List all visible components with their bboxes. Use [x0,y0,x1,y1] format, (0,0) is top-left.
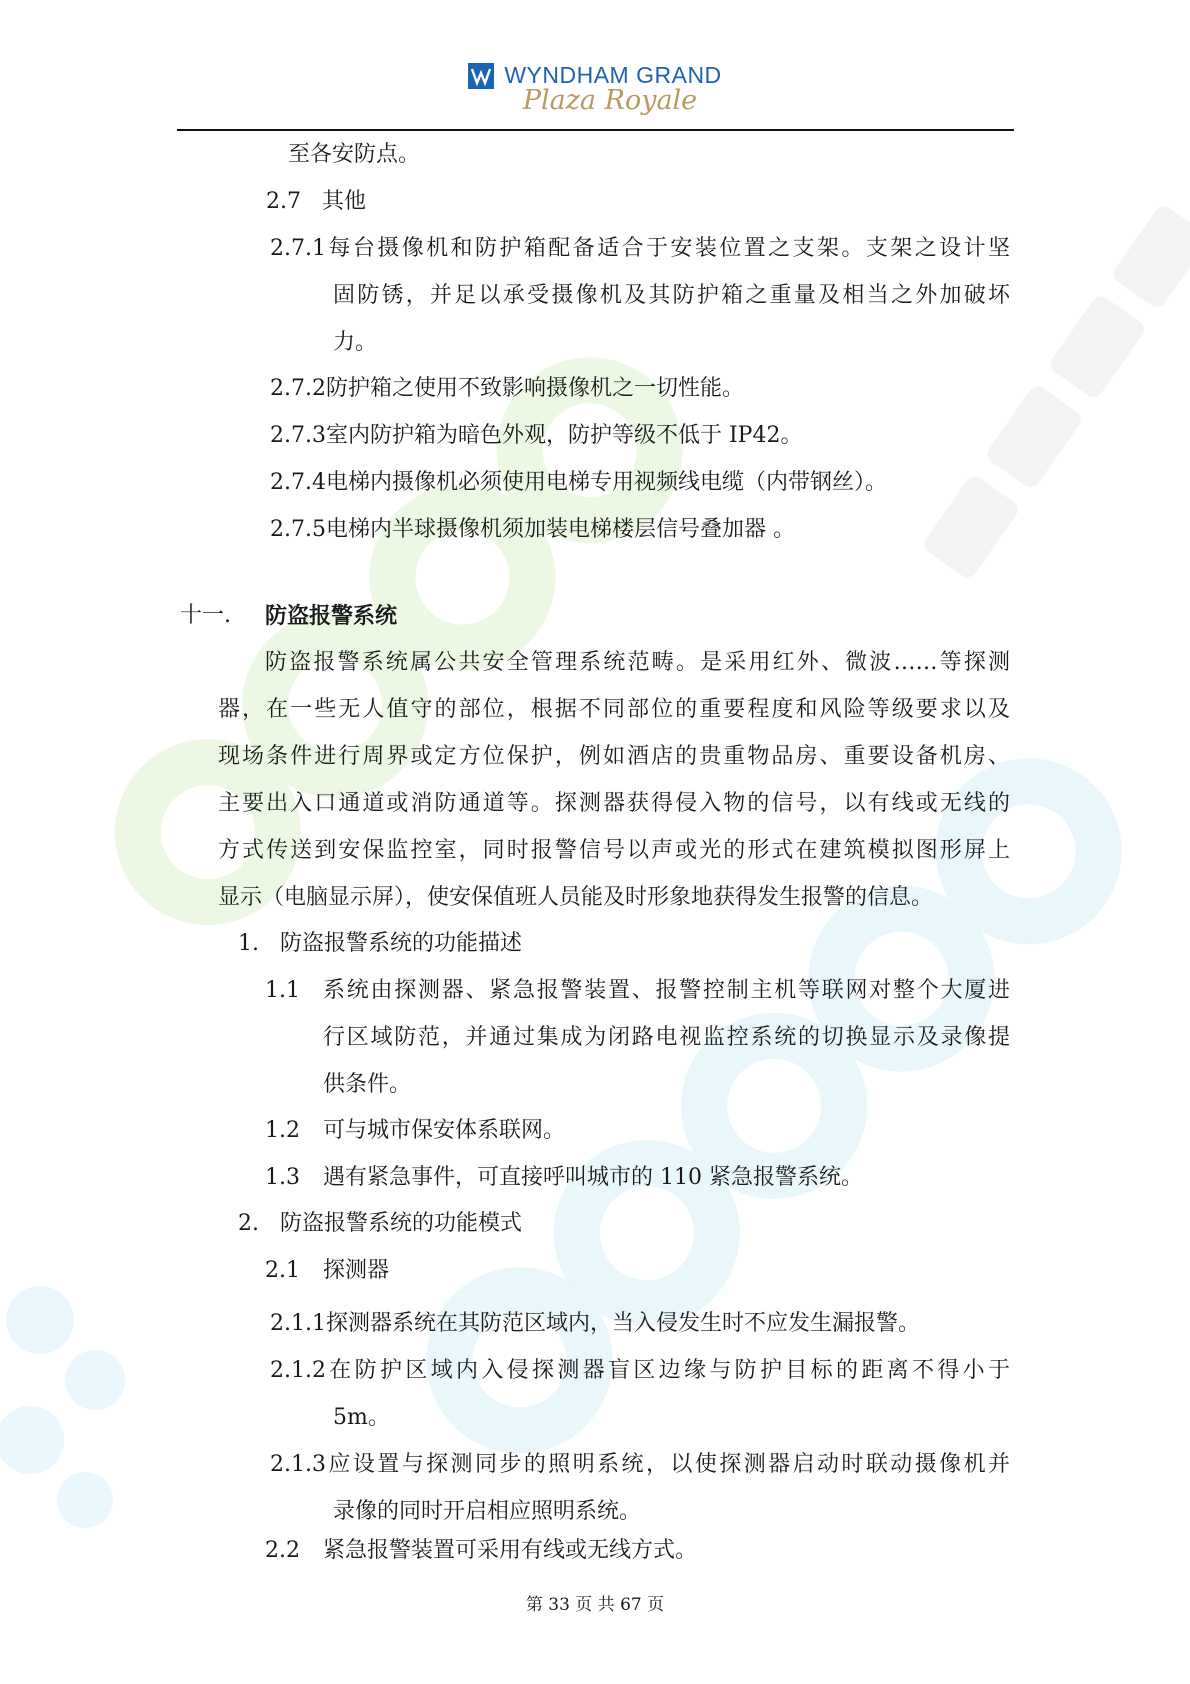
text-line: 2.1.2在防护区域内入侵探测器盲区边缘与防护目标的距离不得小于 [270,1358,1010,1383]
text-line: 5m。 [333,1405,390,1430]
text-line: 至各安防点。 [288,142,421,167]
text-line: 固防锈，并足以承受摄像机及其防护箱之重量及相当之外加破坏 [333,283,1010,308]
text-line: 2.7.3室内防护箱为暗色外观，防护等级不低于 IP42。 [270,423,803,448]
paragraph-line: 显示（电脑显示屏），使安保值班人员能及时形象地获得发生报警的信息。 [218,885,934,910]
section-number: 十一. [180,603,231,628]
section-title: 防盗报警系统 [265,603,398,629]
item-text: 防盗报警系统的功能描述 [280,931,523,956]
paragraph-line: 器，在一些无人值守的部位，根据不同部位的重要程度和风险等级要求以及 [218,697,1010,722]
item-number: 1.2 [265,1118,300,1143]
text-line: 2.7.2防护箱之使用不致影响摄像机之一切性能。 [270,376,744,401]
brand-subtitle: Plaza Royale [522,85,698,116]
item-number: 2.1 [265,1258,300,1283]
item-text: 供条件。 [323,1072,412,1097]
text-line: 2.7.4电梯内摄像机必须使用电梯专用视频线电缆（内带钢丝）。 [270,470,887,495]
text-line: 力。 [333,330,378,355]
page-header [0,62,1190,116]
item-text: 可与城市保安体系联网。 [323,1118,566,1143]
paragraph-line: 方式传送到安保监控室，同时报警信号以声或光的形式在建筑模拟图形屏上 [218,838,1010,863]
item-number: 2.2 [265,1538,300,1563]
text-line: 2.7.5电梯内半球摄像机须加装电梯楼层信号叠加器 。 [270,517,795,542]
item-text: 其他 [322,189,367,214]
header-divider [177,129,1014,131]
item-text: 探测器 [323,1258,390,1283]
text-line: 2.1.3应设置与探测同步的照明系统，以使探测器启动时联动摄像机并 [270,1452,1010,1477]
item-text: 防盗报警系统的功能模式 [280,1211,523,1236]
text-line: 2.7.1每台摄像机和防护箱配备适合于安装位置之支架。支架之设计坚 [270,236,1010,261]
item-number: 1. [238,931,259,956]
item-number: 2.7 [266,189,301,214]
item-number: 1.3 [265,1165,300,1190]
text-line: 2.1.1探测器系统在其防范区域内，当入侵发生时不应发生漏报警。 [270,1311,920,1336]
wyndham-logo-icon [468,63,494,89]
page-footer: 第 33 页 共 67 页 [525,1595,665,1615]
item-text: 系统由探测器、紧急报警装置、报警控制主机等联网对整个大厦进 [323,978,1010,1003]
item-text: 遇有紧急事件，可直接呼叫城市的 110 紧急报警系统。 [323,1165,863,1190]
text-line: 录像的同时开启相应照明系统。 [333,1499,642,1524]
paragraph-line: 现场条件进行周界或定方位保护，例如酒店的贵重物品房、重要设备机房、 [218,744,1010,769]
paragraph-line: 主要出入口通道或消防通道等。探测器获得侵入物的信号，以有线或无线的 [218,791,1010,816]
paragraph-line: 防盗报警系统属公共安全管理系统范畴。是采用红外、微波……等探测 [265,650,1010,675]
item-number: 2. [238,1211,259,1236]
item-text: 行区域防范，并通过集成为闭路电视监控系统的切换显示及录像提 [323,1025,1010,1050]
item-number: 1.1 [265,978,300,1003]
item-text: 紧急报警装置可采用有线或无线方式。 [323,1538,698,1563]
brand-name: WYNDHAM GRAND [504,62,722,88]
